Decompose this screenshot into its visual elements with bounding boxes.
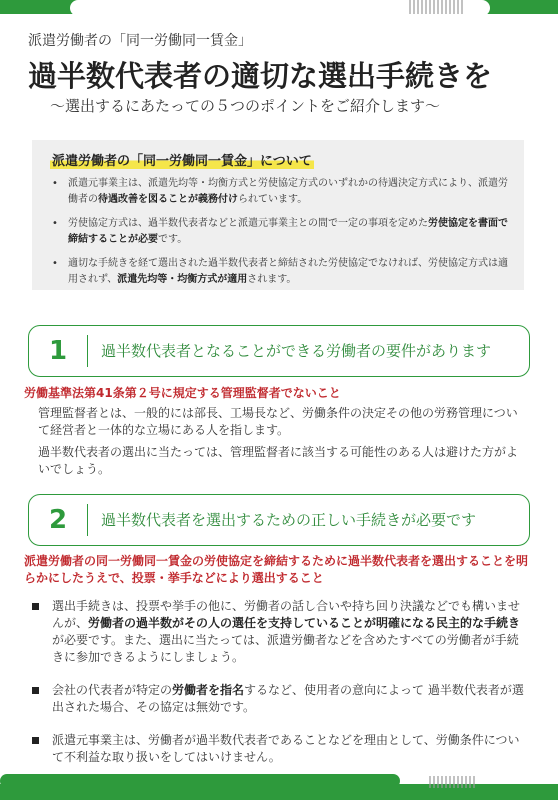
section-number: 2 bbox=[48, 505, 68, 535]
section-2-requirement: 派遣労働者の同一労働同一賃金の労使協定を締結するために過半数代表者を選出することを明らかにしたうえで、投票・挙手などにより選出すること bbox=[24, 554, 529, 585]
info-item bbox=[48, 176, 514, 208]
section-2-header bbox=[28, 494, 530, 546]
top-stripe-decoration bbox=[0, 0, 558, 16]
document-subtitle: 派遣労働者の「同一労働同一賃金」 bbox=[28, 33, 252, 49]
info-box bbox=[32, 140, 524, 290]
info-bold-text: 派遣先均等・均衡方式が適用 bbox=[117, 274, 248, 285]
section-title: 過半数代表者を選出するための正しい手続きが必要です bbox=[101, 511, 477, 529]
section-2-list bbox=[30, 598, 530, 766]
info-text: 適切な手続きを経て選出された過半数代表者と締結された労使協定でなければ、労使協定方式は適用されず、 bbox=[68, 258, 508, 285]
section-number: 1 bbox=[48, 336, 68, 366]
info-bold-text: 労使協定を書面で締結することが必要 bbox=[68, 218, 508, 245]
section-divider bbox=[87, 335, 88, 367]
list-text: が必要です。また、選出に当たっては、派遣労働者などを含めたすべての労働者が手続きに参加できるようにしましょう。 bbox=[52, 633, 519, 664]
square-bullet-icon bbox=[32, 687, 39, 694]
list-text: するなど、使用者の意向によって 過半数代表者が選出された場合、その協定は無効です。 bbox=[52, 683, 524, 714]
section-divider bbox=[87, 504, 88, 536]
list-text: 選出手続きは、投票や挙手の他に、労働者の話し合いや持ち回り決議などでも構いませんが、 bbox=[52, 599, 521, 630]
info-text: 派遣元事業主は、派遣先均等・均衡方式と労使協定方式のいずれかの待遇決定方式により、派遣労働者の bbox=[68, 178, 508, 205]
info-item bbox=[48, 256, 514, 288]
list-text: 派遣元事業主は、労働者が過半数代表者であることなどを理由として、労働条件について不利益な取り扱いをしてはいけません。 bbox=[52, 733, 520, 764]
list-item bbox=[30, 598, 530, 666]
info-item bbox=[48, 216, 514, 248]
list-item bbox=[30, 732, 530, 766]
section-1-requirement: 労働基準法第41条第２号に規定する管理監督者でないこと bbox=[24, 386, 341, 400]
info-heading: 派遣労働者の「同一労働同一賃金」について bbox=[50, 150, 314, 169]
square-bullet-icon bbox=[32, 737, 39, 744]
info-text: られています。 bbox=[238, 194, 308, 205]
info-list bbox=[48, 176, 514, 296]
section-1-header bbox=[28, 325, 530, 377]
info-text: です。 bbox=[158, 234, 188, 245]
info-text: 労使協定方式は、過半数代表者などと派遣元事業主との間で一定の事項を定めた bbox=[68, 218, 428, 229]
list-item bbox=[30, 682, 530, 716]
info-text: されます。 bbox=[247, 274, 297, 285]
list-text: 会社の代表者が特定の bbox=[52, 683, 173, 697]
list-bold-text: 労働者を指名 bbox=[172, 683, 245, 697]
document-title: 過半数代表者の適切な選出手続きを bbox=[28, 59, 493, 93]
bottom-stripe-decoration bbox=[0, 774, 558, 800]
list-bold-text: 労働者の過半数がその人の選任を支持していることが明確になる民主的な手続き bbox=[88, 616, 521, 630]
section-1-paragraph-1: 管理監督者とは、一般的には部長、工場長など、労働条件の決定その他の労務管理について経営者と一体的な立場にある人を指します。 bbox=[38, 406, 518, 437]
section-title: 過半数代表者となることができる労働者の要件があります bbox=[101, 342, 492, 360]
document-tagline: ～選出するにあたっての５つのポイントをご紹介します～ bbox=[50, 97, 441, 115]
section-1-paragraph-2: 過半数代表者の選出に当たっては、管理監督者に該当する可能性のある人は避けた方がよいでしょう。 bbox=[38, 445, 519, 476]
info-bold-text: 待遇改善を図ることが義務付け bbox=[98, 194, 238, 205]
square-bullet-icon bbox=[32, 603, 39, 610]
